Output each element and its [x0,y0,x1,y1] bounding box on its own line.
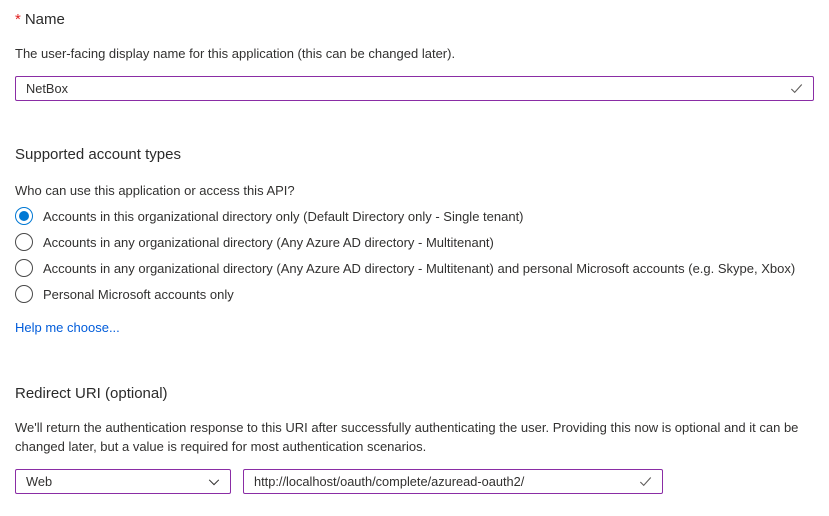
name-section [15,10,814,101]
name-description: The user-facing display name for this application (this can be changed later). [15,46,456,61]
name-field [15,76,814,101]
account-types-section [15,145,814,337]
radio-option-personal-only[interactable] [15,285,814,303]
redirect-uri-description: We'll return the authentication response to this URI after successfully authenticating the user. Providing this now is optional and it can be changed later, but a value is required for most authentication scenarios. [15,420,799,454]
radio-option-label: Accounts in any organizational directory (Any Azure AD directory - Multitenant) [43,234,494,250]
redirect-uri-field [243,469,663,494]
radio-button-icon [15,285,33,303]
radio-option-single-tenant[interactable] [15,207,814,225]
radio-option-label: Accounts in any organizational directory (Any Azure AD directory - Multitenant) and personal Microsoft accounts (e.g. Skype, Xbox) [43,260,796,276]
chevron-down-icon [207,475,221,489]
redirect-uri-input[interactable] [244,470,638,493]
check-icon [638,474,653,489]
account-types-title: Supported account types [15,146,181,163]
name-title-text: Name [24,11,65,28]
radio-button-icon [15,207,33,225]
radio-button-icon [15,233,33,251]
account-types-radio-group [15,207,814,303]
redirect-uri-title: Redirect URI (optional) [15,385,168,402]
name-input[interactable] [16,77,789,100]
radio-button-icon [15,259,33,277]
radio-option-label: Accounts in this organizational directory only (Default Directory only - Single tenant) [43,208,524,224]
redirect-uri-row [15,469,814,494]
help-link-container [15,319,814,337]
radio-option-multitenant[interactable] [15,233,814,251]
platform-select[interactable] [15,469,231,494]
help-me-choose-link[interactable]: Help me choose... [15,320,120,335]
radio-option-label: Personal Microsoft accounts only [43,286,234,302]
platform-select-value: Web [26,474,53,489]
radio-option-multitenant-personal[interactable] [15,259,814,277]
required-asterisk: * [15,11,21,28]
check-icon [789,81,804,96]
name-section-title [15,10,814,30]
account-types-question: Who can use this application or access this API? [15,183,295,198]
redirect-uri-section [15,384,814,494]
